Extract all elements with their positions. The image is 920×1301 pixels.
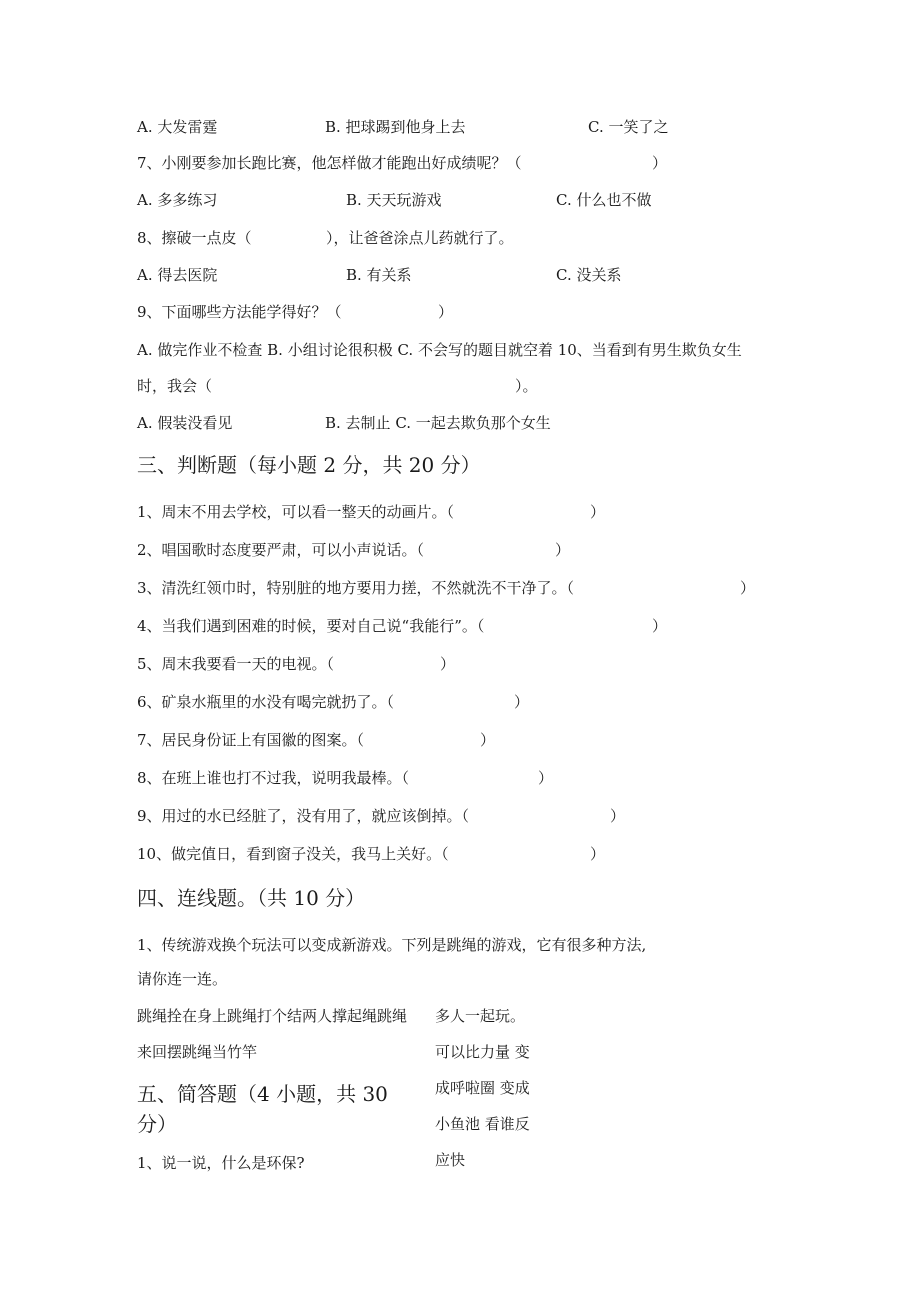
q9-options: A. 做完作业不检查 B. 小组讨论很积极 C. 不会写的题目就空着 10、当看到有男生欺负女生 bbox=[137, 341, 742, 359]
judge-item-7-end: ） bbox=[480, 731, 496, 749]
connect-right-3: 成呼啦圈 变成 bbox=[435, 1079, 530, 1097]
judge-item-6: 6、矿泉水瓶里的水没有喝完就扔了。（ bbox=[137, 693, 395, 711]
judge-item-1: 1、周末不用去学校，可以看一整天的动画片。（ bbox=[137, 503, 455, 521]
judge-item-7: 7、居民身份证上有国徽的图案。（ bbox=[137, 731, 365, 749]
judge-item-5-end: ） bbox=[440, 655, 456, 673]
judge-item-9: 9、用过的水已经脏了，没有用了，就应该倒掉。（ bbox=[137, 807, 470, 825]
judge-item-2: 2、唱国歌时态度要严肃，可以小声说话。（ bbox=[137, 541, 425, 559]
q7-option-c: C. 什么也不做 bbox=[556, 191, 652, 209]
q10-options-bc: B. 去制止 C. 一起去欺负那个女生 bbox=[325, 414, 551, 432]
judge-item-4-end: ） bbox=[652, 617, 668, 635]
judge-item-9-end: ） bbox=[610, 807, 626, 825]
q7-text: 7、小刚要参加长跑比赛，他怎样做才能跑出好成绩呢？（ bbox=[137, 154, 522, 172]
judge-item-2-end: ） bbox=[555, 541, 571, 559]
judge-item-3-end: ） bbox=[740, 579, 756, 597]
q8-option-b: B. 有关系 bbox=[346, 266, 412, 284]
q6-option-c: C. 一笑了之 bbox=[588, 118, 669, 136]
judge-item-3: 3、清洗红领巾时，特别脏的地方要用力搓，不然就洗不干净了。（ bbox=[137, 579, 575, 597]
connect-right-1: 多人一起玩。 bbox=[435, 1007, 526, 1025]
q10-paren-end: ）。 bbox=[515, 377, 538, 395]
short-answer-q1: 1、说一说，什么是环保? bbox=[137, 1154, 305, 1172]
q8-text: 8、擦破一点皮（ bbox=[137, 229, 252, 247]
q6-option-b: B. 把球踢到他身上去 bbox=[325, 118, 466, 136]
connect-q1-line2: 请你连一连。 bbox=[137, 970, 228, 988]
judge-item-5: 5、周末我要看一天的电视。（ bbox=[137, 655, 335, 673]
connect-left-1: 跳绳拴在身上跳绳打个结两人撑起绳跳绳 bbox=[137, 1007, 408, 1025]
connect-right-4: 小鱼池 看谁反 bbox=[435, 1115, 530, 1133]
q8-text-end: ），让爸爸涂点儿药就行了。 bbox=[326, 229, 514, 247]
judge-item-4: 4、当我们遇到困难的时候，要对自己说“我能行”。（ bbox=[137, 617, 485, 635]
judge-item-8: 8、在班上谁也打不过我，说明我最棒。（ bbox=[137, 769, 410, 787]
section-4-title: 四、连线题。（共 10 分） bbox=[137, 886, 366, 910]
connect-right-2: 可以比力量 变 bbox=[435, 1043, 530, 1061]
judge-item-8-end: ） bbox=[538, 769, 554, 787]
connect-left-2: 来回摆跳绳当竹竿 bbox=[137, 1043, 258, 1061]
section-5-title-line2: 分） bbox=[137, 1112, 177, 1136]
q10-option-a: A. 假装没看见 bbox=[137, 414, 233, 432]
q7-option-b: B. 天天玩游戏 bbox=[346, 191, 442, 209]
q8-option-c: C. 没关系 bbox=[556, 266, 622, 284]
section-5-title-line1: 五、简答题（4 小题，共 30 bbox=[137, 1082, 388, 1106]
section-3-title: 三、判断题（每小题 2 分，共 20 分） bbox=[137, 453, 481, 477]
q8-option-a: A. 得去医院 bbox=[137, 266, 218, 284]
q10-text: 时，我会（ bbox=[137, 377, 213, 395]
q7-option-a: A. 多多练习 bbox=[137, 191, 218, 209]
q9-paren-end: ） bbox=[438, 303, 454, 321]
judge-item-1-end: ） bbox=[590, 503, 606, 521]
judge-item-6-end: ） bbox=[514, 693, 530, 711]
q6-option-a: A. 大发雷霆 bbox=[137, 118, 218, 136]
q9-text: 9、下面哪些方法能学得好？（ bbox=[137, 303, 342, 321]
connect-q1-line1: 1、传统游戏换个玩法可以变成新游戏。下列是跳绳的游戏，它有很多种方法, bbox=[137, 936, 647, 954]
judge-item-10: 10、做完值日，看到窗子没关，我马上关好。（ bbox=[137, 845, 449, 863]
connect-right-5: 应快 bbox=[435, 1151, 466, 1169]
judge-item-10-end: ） bbox=[590, 845, 606, 863]
q7-paren-end: ） bbox=[652, 154, 668, 172]
